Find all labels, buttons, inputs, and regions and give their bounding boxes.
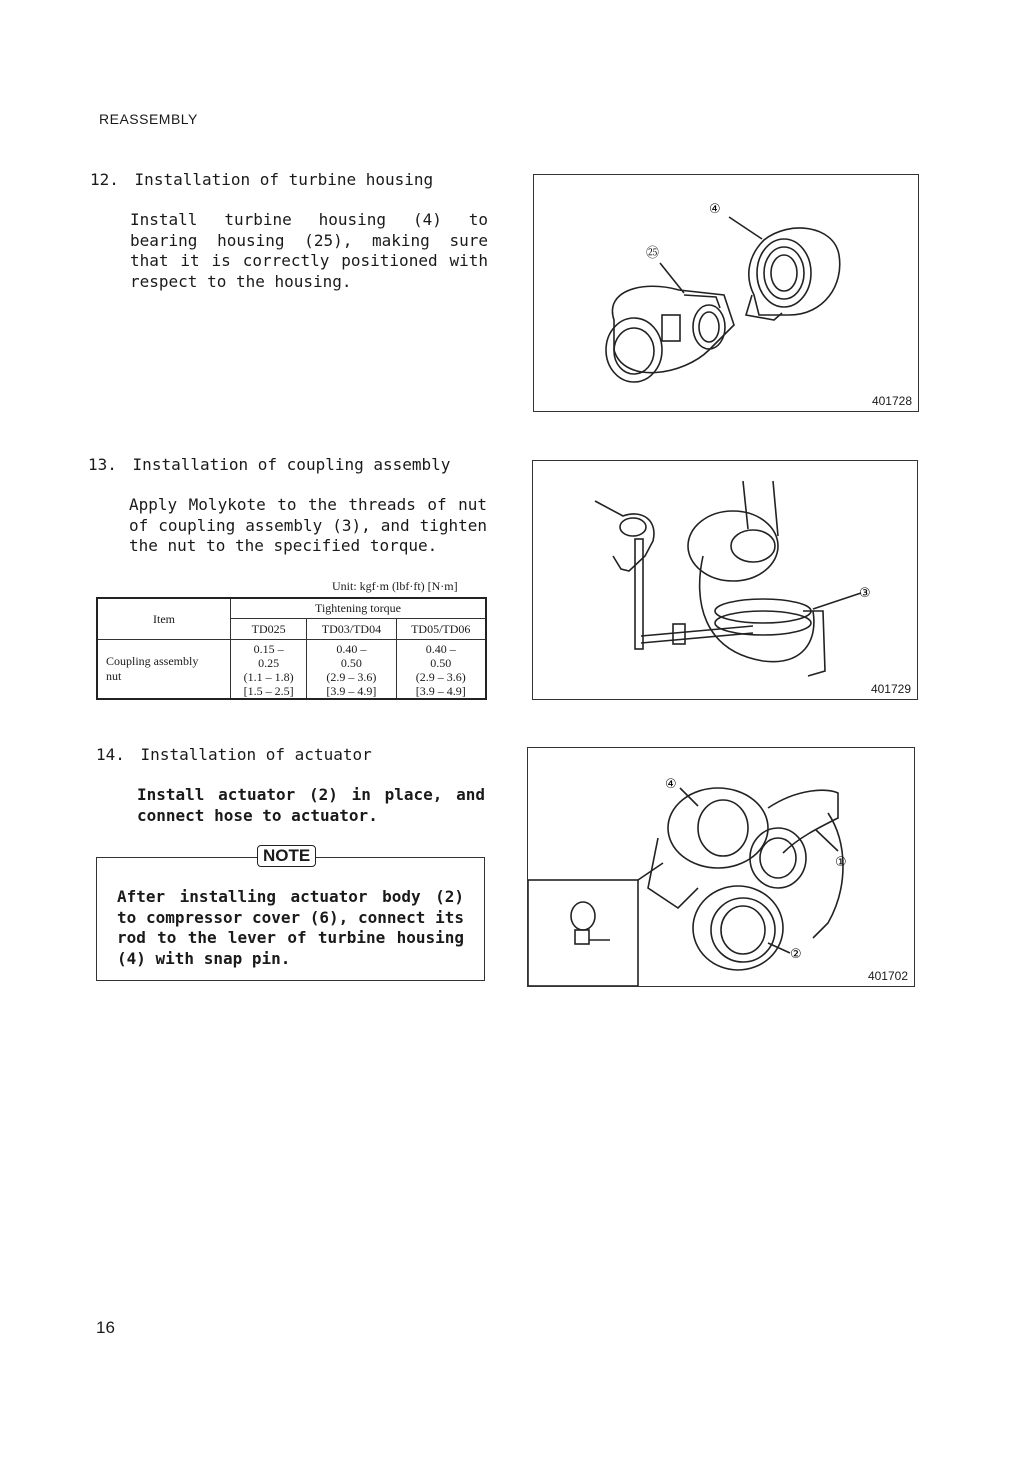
callout-3: ③ [859,586,871,601]
unit-label: Unit: kgf·m (lbf·ft) [N·m] [332,579,458,593]
value-line: [3.9 – 4.9] [326,684,377,698]
value-td03-td04 [307,640,396,700]
figure-coupling-assembly [532,460,918,700]
item-header: Item [97,598,231,640]
step-14-title: Installation of actuator [140,745,372,764]
torque-table [96,597,487,700]
row-label [97,640,231,700]
row-label-line-1: Coupling assembly [106,654,199,668]
note-badge: NOTE [257,845,316,867]
figure-number: 401728 [871,394,912,408]
turbine-housing-illustration [534,175,918,411]
model-td03-td04: TD03/TD04 [307,619,396,640]
callout-25: ㉕ [646,246,660,261]
tightening-torque-header: Tightening torque [231,598,487,619]
value-line: (2.9 – 3.6) [415,670,466,684]
step-12-title: Installation of turbine housing [134,170,434,189]
value-line: (2.9 – 3.6) [326,670,377,684]
step-13-body: Apply Molykote to the threads of nut of coupling assembly (3), and tighten the nut to the specified torque. [129,495,487,555]
value-line: 0.50 [340,656,362,670]
step-13-number: 13. [88,455,117,474]
value-line: 0.40 – [425,642,456,656]
row-label-line-2: nut [106,669,122,683]
value-line: 0.15 – [253,642,284,656]
step-13-title: Installation of coupling assembly [132,455,451,474]
actuator-illustration [528,748,914,986]
value-line: 0.25 [258,656,280,670]
model-td05-td06: TD05/TD06 [396,619,486,640]
step-12-title-row [90,170,433,189]
value-td05-td06 [396,640,486,700]
figure-number: 401729 [870,682,911,696]
note-box [96,857,485,981]
table-row [97,640,486,700]
value-line: [3.9 – 4.9] [415,684,466,698]
model-td025: TD025 [231,619,307,640]
value-line: (1.1 – 1.8) [243,670,294,684]
coupling-assembly-illustration [533,461,917,699]
callout-1: ① [835,855,847,870]
callout-4: ④ [709,202,721,217]
callout-4: ④ [665,777,677,792]
step-14-body: Install actuator (2) in place, and connect hose to actuator. [137,785,485,825]
step-12-number: 12. [90,170,119,189]
figure-number: 401702 [867,969,908,983]
figure-turbine-housing [533,174,919,412]
page-number: 16 [96,1318,115,1337]
value-line: 0.50 [430,656,452,670]
callout-2: ② [790,947,802,962]
value-line: 0.40 – [336,642,367,656]
value-td025 [231,640,307,700]
value-line: [1.5 – 2.5] [243,684,294,698]
step-14-number: 14. [96,745,125,764]
section-header: REASSEMBLY [99,111,198,127]
step-13-title-row [88,455,450,474]
step-14-title-row [96,745,372,764]
note-text: After installing actuator body (2) to compressor cover (6), connect its rod to the lever of turbine housing (4) with snap pin. [117,887,464,968]
figure-actuator [527,747,915,987]
step-12-body: Install turbine housing (4) to bearing housing (25), making sure that it is correctly positioned with respect to the housing. [130,210,488,291]
